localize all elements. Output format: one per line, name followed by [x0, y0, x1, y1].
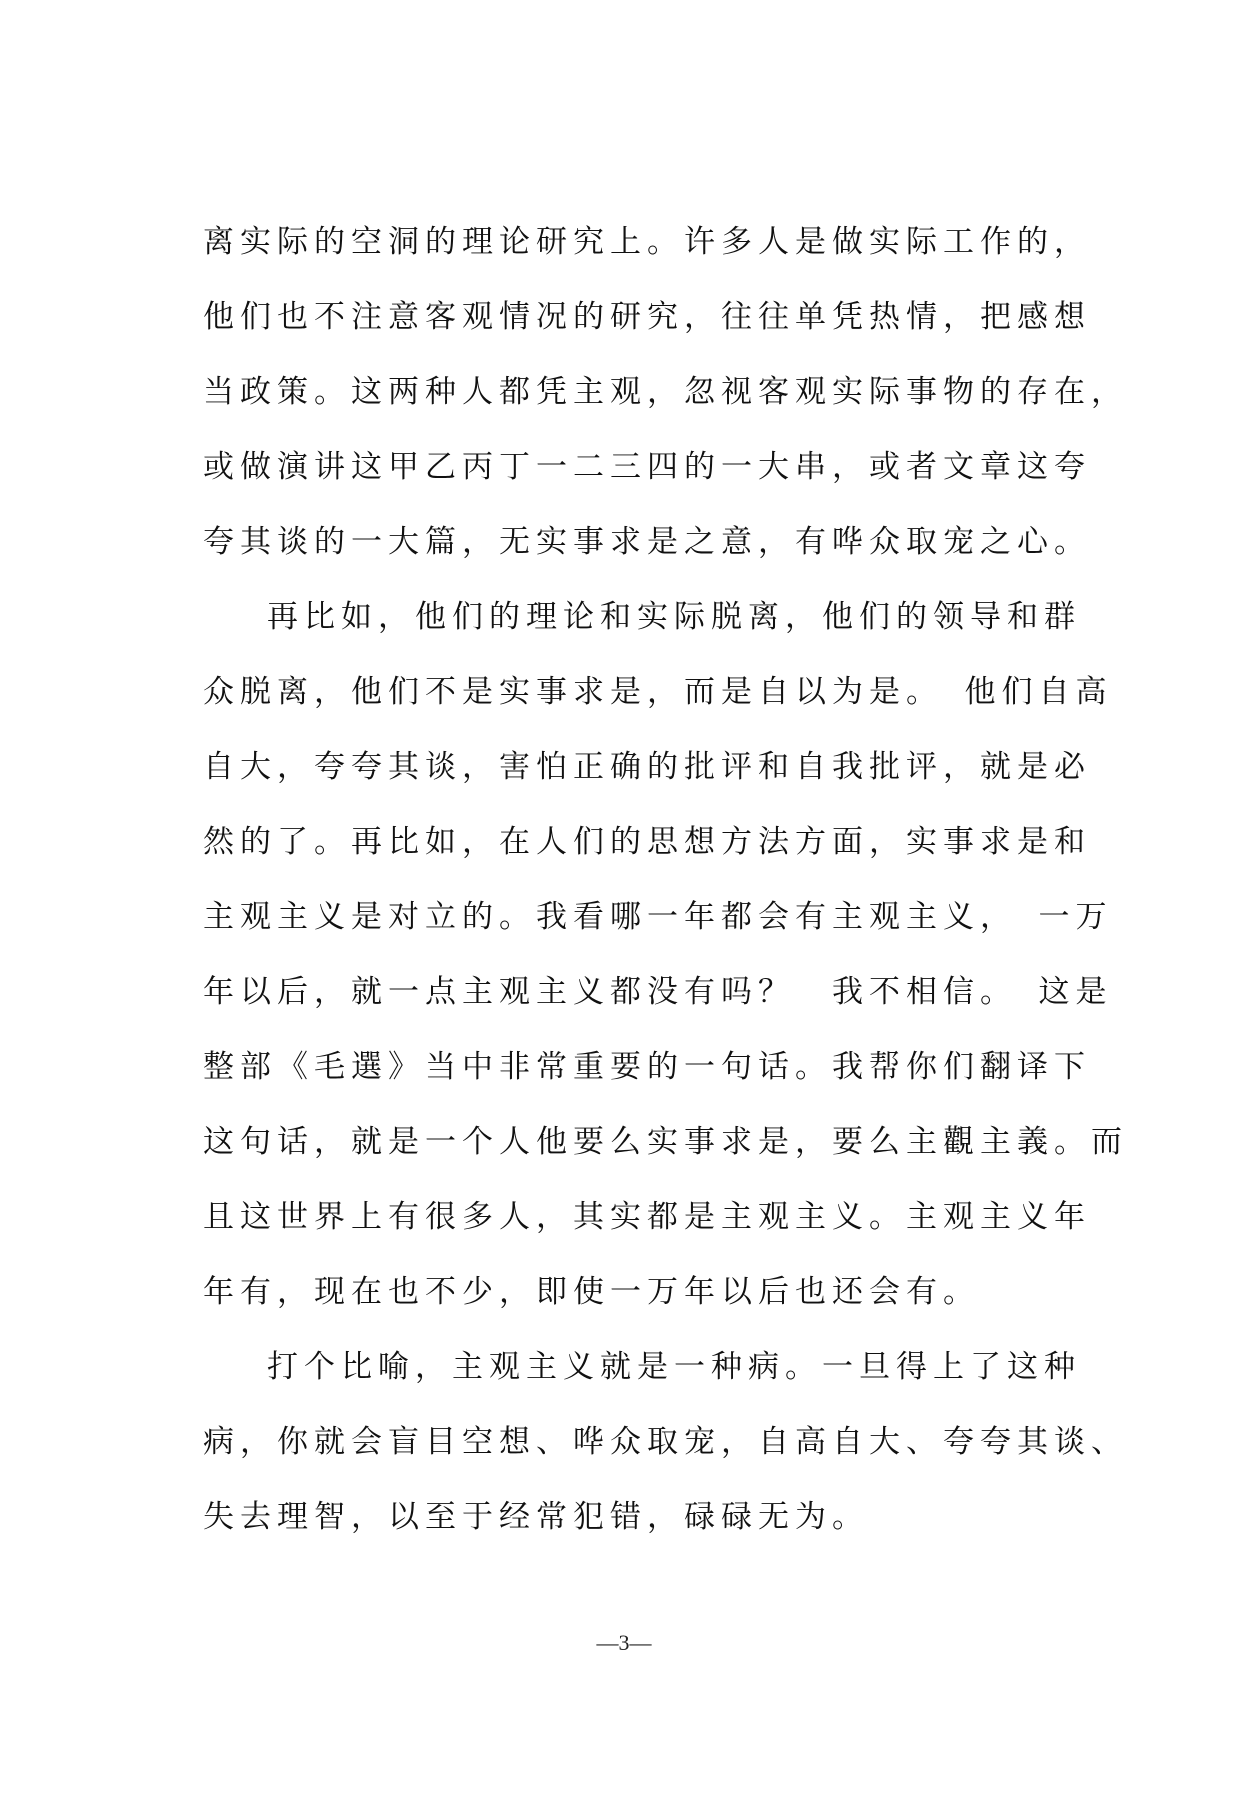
text-line: 且这世界上有很多人，其实都是主观主义。主观主义年 [203, 1199, 1091, 1235]
text-line: 这句话，就是一个人他要么实事求是，要么主觀主義。而 [203, 1124, 1128, 1160]
text-line: 离实际的空洞的理论研究上。许多人是做实际工作的， [203, 224, 1091, 260]
body-text [203, 205, 1128, 1555]
text-line: 自大，夸夸其谈，害怕正确的批评和自我批评，就是必 [203, 749, 1091, 785]
text-line: 他们也不注意客观情况的研究，往往单凭热情，把感想 [203, 299, 1091, 335]
text-line: 失去理智，以至于经常犯错，碌碌无为。 [203, 1499, 869, 1535]
paragraph-1 [203, 205, 1128, 580]
text-line: 当政策。这两种人都凭主观，忽视客观实际事物的存在， [203, 374, 1128, 410]
paragraph-2 [203, 580, 1128, 1330]
text-line: 或做演讲这甲乙丙丁一二三四的一大串，或者文章这夸 [203, 449, 1091, 485]
text-line: 病，你就会盲目空想、哗众取宠，自高自大、夸夸其谈、 [203, 1424, 1128, 1460]
paragraph-3 [203, 1330, 1128, 1555]
page-number: —3— [596, 1630, 652, 1655]
text-line: 整部《毛選》当中非常重要的一句话。我帮你们翻译下 [203, 1049, 1091, 1085]
text-line: 主观主义是对立的。我看哪一年都会有主观主义， 一万 [203, 899, 1113, 935]
text-line: 夸其谈的一大篇，无实事求是之意，有哗众取宠之心。 [203, 524, 1091, 560]
text-line: 年有，现在也不少，即使一万年以后也还会有。 [203, 1274, 980, 1310]
text-line: 年以后，就一点主观主义都没有吗？ 我不相信。 这是 [203, 974, 1113, 1010]
text-line: 打个比喻，主观主义就是一种病。一旦得上了这种 [267, 1349, 1081, 1385]
text-line: 然的了。再比如，在人们的思想方法方面，实事求是和 [203, 824, 1091, 860]
text-line: 再比如，他们的理论和实际脱离，他们的领导和群 [267, 599, 1081, 635]
text-line: 众脱离，他们不是实事求是，而是自以为是。 他们自高 [203, 674, 1113, 710]
